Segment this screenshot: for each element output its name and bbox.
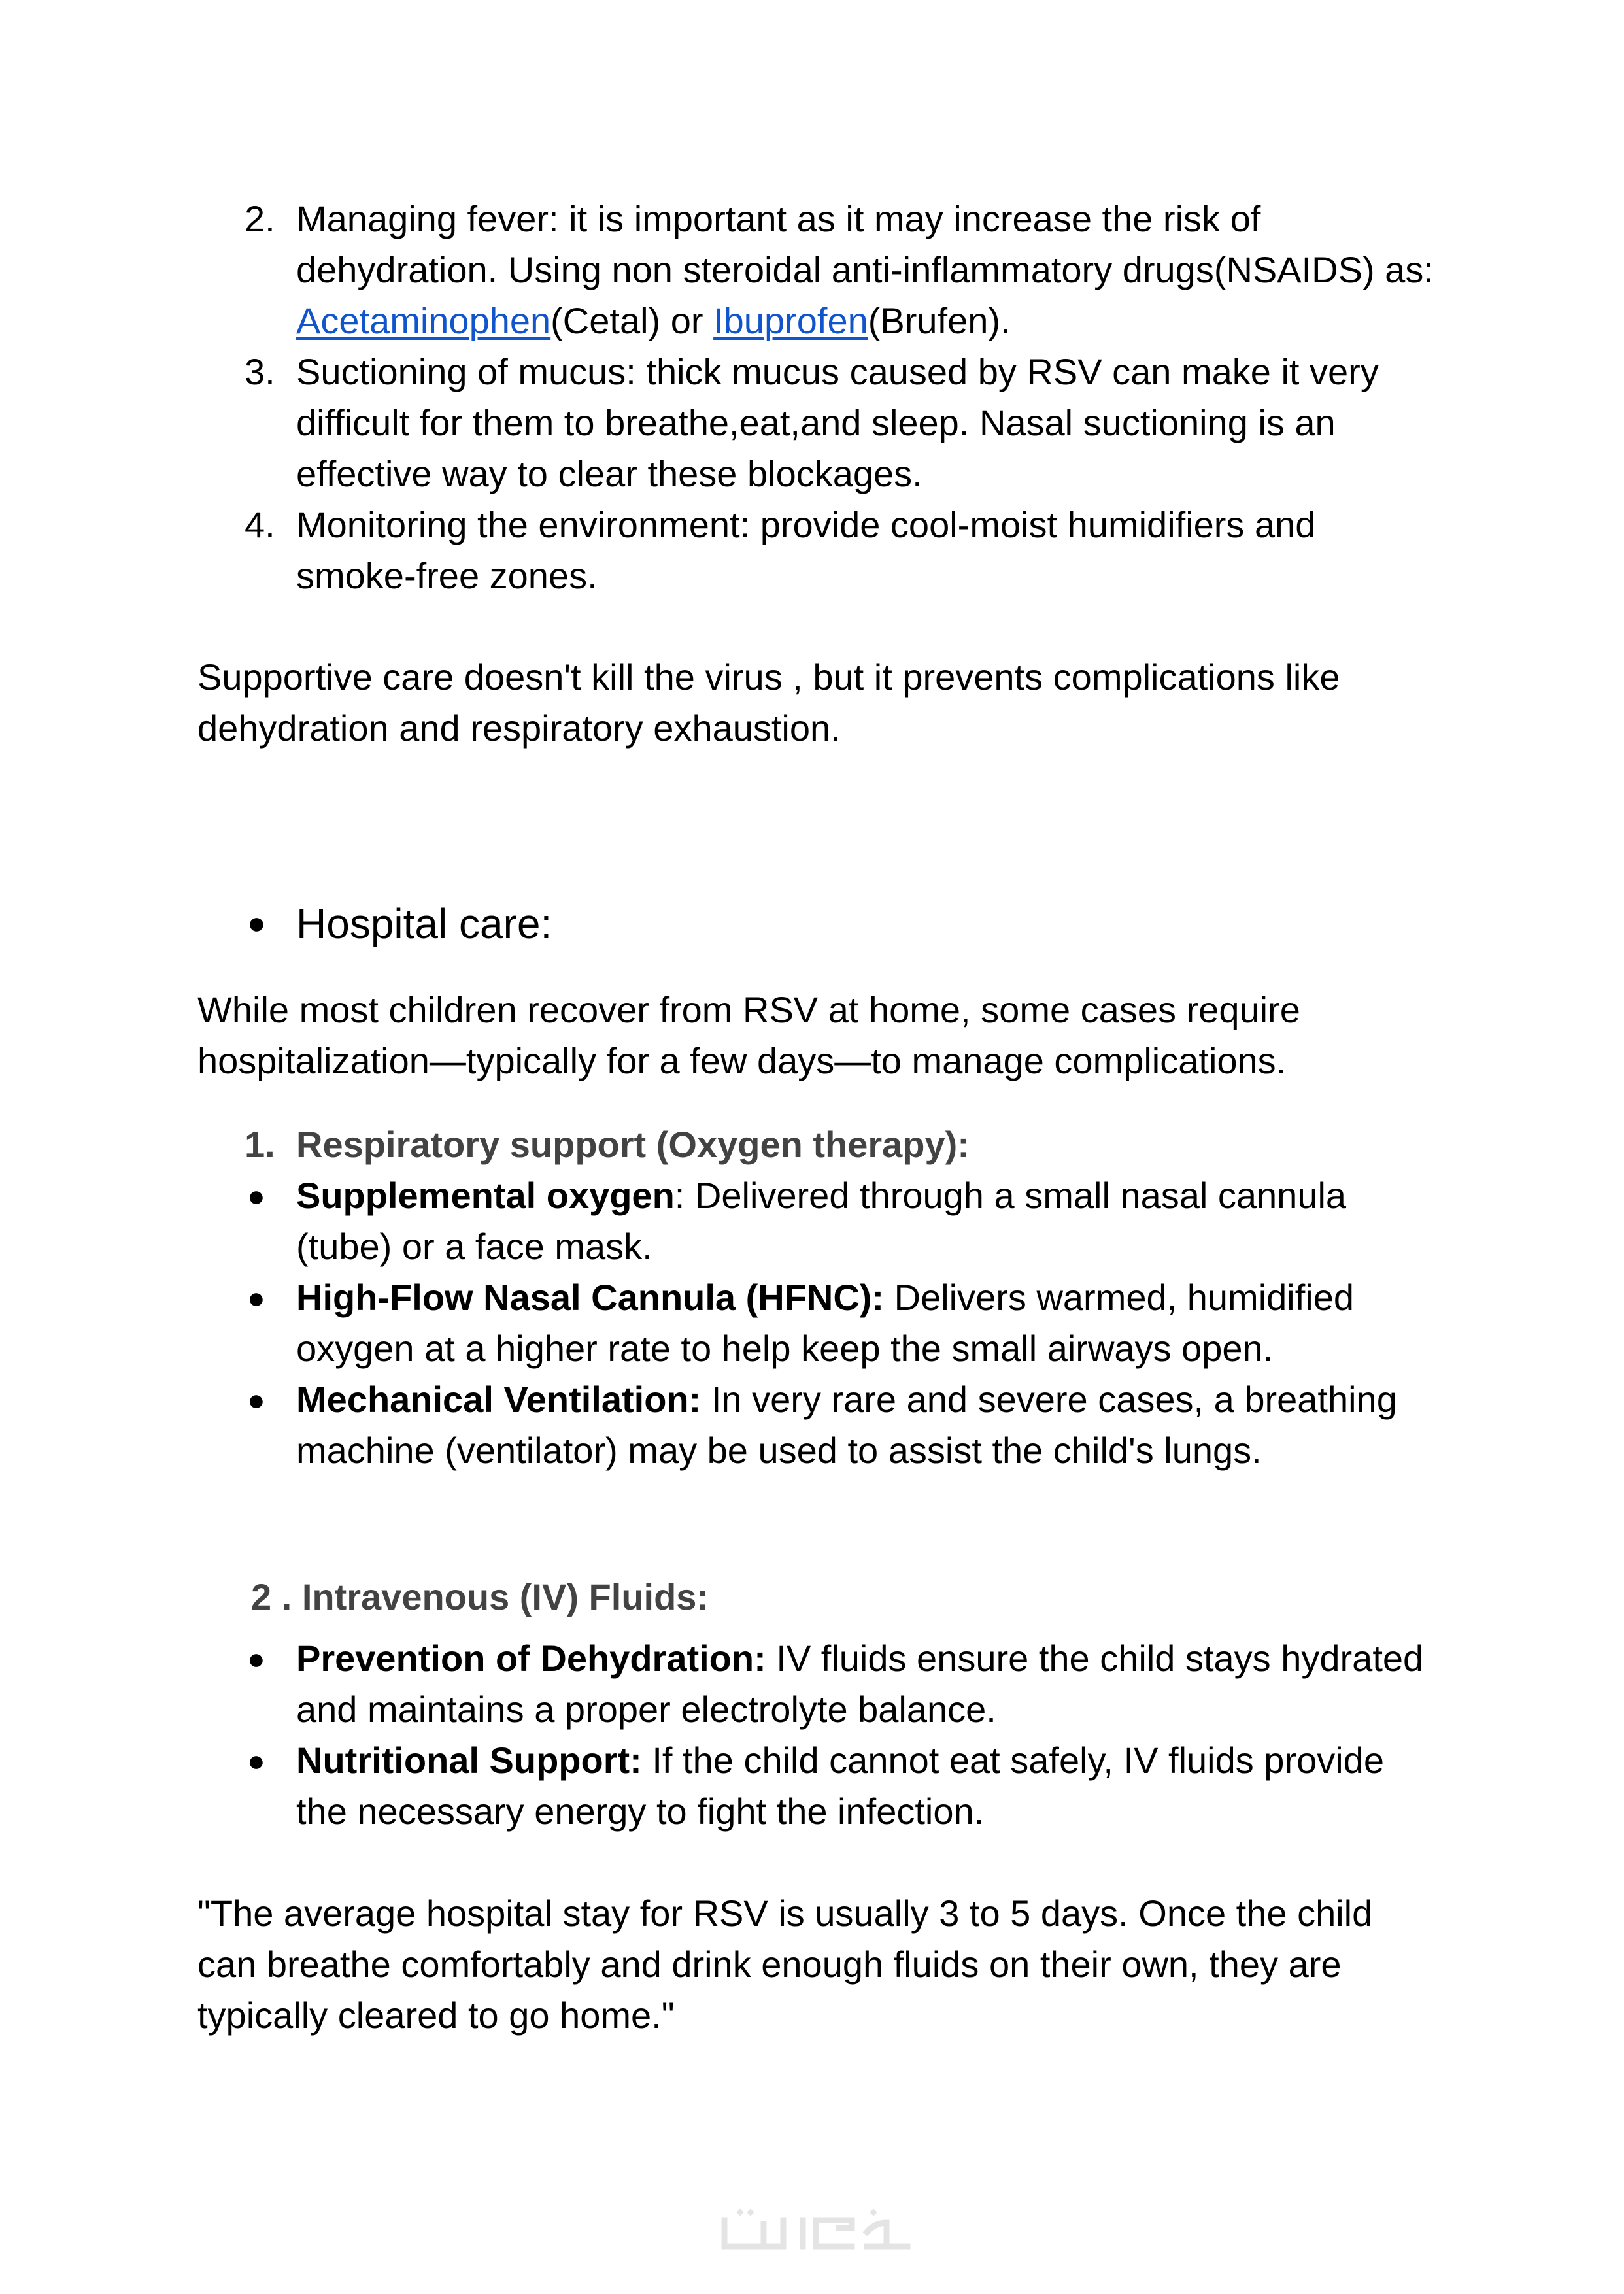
bullet-icon: ● <box>247 1642 265 1676</box>
section-heading: Hospital care: <box>296 900 552 947</box>
bullet-icon: ● <box>247 906 266 941</box>
list-number: 3. <box>245 351 275 392</box>
list-item-mechanical-ventilation <box>197 1374 1440 1476</box>
bullet-icon: ● <box>247 1281 265 1315</box>
list-number: 4. <box>245 504 275 545</box>
list-item-hfnc <box>197 1272 1440 1374</box>
list-item-text: High-Flow Nasal Cannula (HFNC): Delivers warmed, humidified oxygen at a higher rate to help keep the small airways open. <box>296 1277 1355 1369</box>
bullet-icon: ● <box>247 1383 265 1417</box>
list-number: 2. <box>245 198 275 239</box>
subheading-text: 2 . Intravenous (IV) Fluids: <box>251 1576 709 1617</box>
list-item-text: Nutritional Support: If the child cannot eat safely, IV fluids provide the necessary energy to fight the infection. <box>296 1740 1384 1832</box>
list-item-text: Suctioning of mucus: thick mucus caused by RSV can make it very difficult for them to breathe,eat,and sleep. Nasal suctioning is an effective way to clear these blockages. <box>296 351 1379 494</box>
hospital-care-heading <box>197 896 1440 952</box>
list-item-text: Monitoring the environment: provide cool-moist humidifiers and smoke-free zones. <box>296 504 1316 596</box>
list-item-text: Managing fever: it is important as it may increase the risk of dehydration. Using non steroidal anti-inflammatory drugs(NSAIDS) as: Acetaminophen(Cetal) or Ibuprofen(Brufen). <box>296 198 1434 341</box>
bullet-icon: ● <box>247 1744 265 1778</box>
khamsat-watermark-logo <box>718 2206 914 2252</box>
hospital-care-intro: While most children recover from RSV at home, some cases require hospitalization—typically for a few days—to manage complications. <box>197 989 1300 1081</box>
list-item-suctioning <box>197 346 1440 499</box>
list-item-text: Prevention of Dehydration: IV fluids ensure the child stays hydrated and maintains a proper electrolyte balance. <box>296 1638 1424 1730</box>
list-item-text: Mechanical Ventilation: In very rare and severe cases, a breathing machine (ventilator) may be used to assist the child's lungs. <box>296 1379 1397 1471</box>
hospital-stay-quote: "The average hospital stay for RSV is usually 3 to 5 days. Once the child can breathe comfortably and drink enough fluids on their own, they are typically cleared to go home." <box>197 1893 1373 2036</box>
list-item-prevention-dehydration <box>197 1633 1440 1735</box>
supportive-care-note: Supportive care doesn't kill the virus , but it prevents complications like dehydration and respiratory exhaustion. <box>197 656 1340 749</box>
ibuprofen-link[interactable]: Ibuprofen <box>713 300 868 341</box>
list-item-supplemental-oxygen <box>197 1170 1440 1272</box>
acetaminophen-link[interactable]: Acetaminophen <box>296 300 551 341</box>
list-item-nutritional-support <box>197 1735 1440 1837</box>
list-item-monitoring-environment <box>197 499 1440 601</box>
list-item-text: Supplemental oxygen: Delivered through a small nasal cannula (tube) or a face mask. <box>296 1175 1347 1267</box>
iv-fluids-heading <box>197 1572 1440 1623</box>
respiratory-support-heading <box>197 1119 1440 1170</box>
bullet-icon: ● <box>247 1179 265 1213</box>
list-item-managing-fever <box>197 194 1440 346</box>
subheading-text: Respiratory support (Oxygen therapy): <box>296 1124 970 1165</box>
list-number: 1. <box>245 1124 275 1165</box>
